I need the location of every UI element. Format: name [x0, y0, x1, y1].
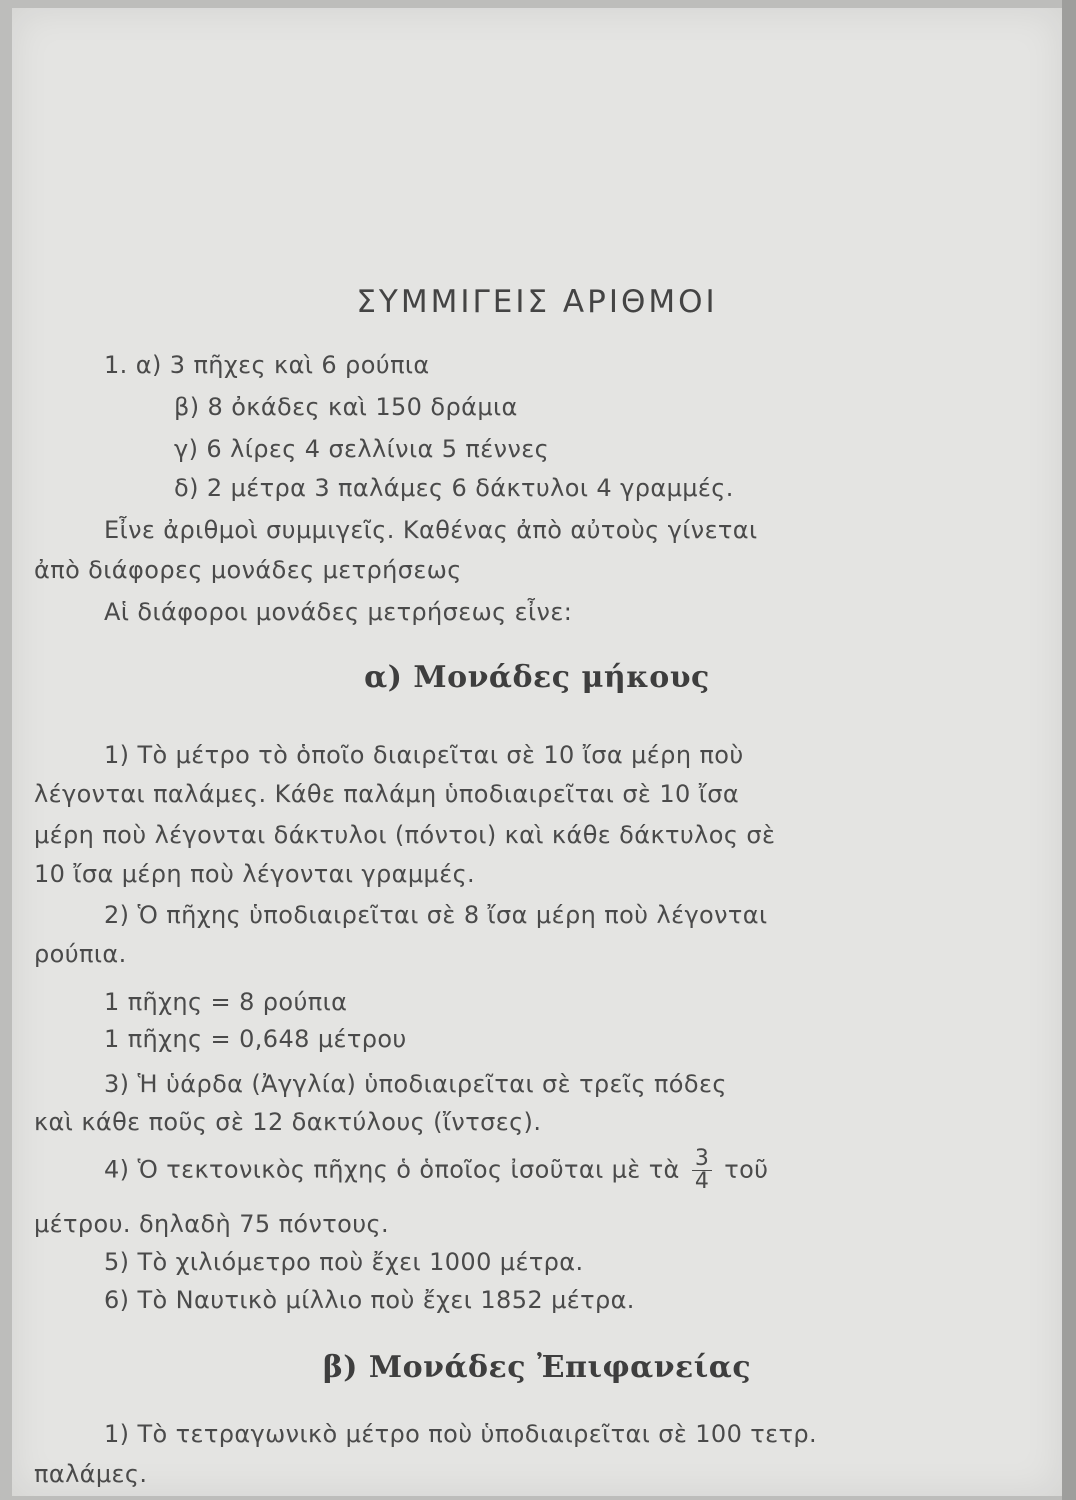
book-page [12, 8, 1062, 1496]
body-line-with-fraction [104, 1148, 768, 1193]
page-edge [1062, 0, 1076, 1500]
body-line: 2) Ὁ πῆχης ὑποδιαιρεῖται σὲ 8 ἴσα μέρη ποὺ λέγονται [104, 901, 768, 929]
body-line-text: 4) Ὁ τεκτονικὸς πῆχης ὁ ὁποῖος ἰσοῦται μὲ τὰ [104, 1155, 680, 1184]
body-line: μέτρου. δηλαδὴ 75 πόντους. [34, 1210, 390, 1238]
fraction-denominator: 4 [694, 1169, 710, 1194]
body-line: 1) Τὸ τετραγωνικὸ μέτρο ποὺ ὑποδιαιρεῖται σὲ 100 τετρ. [104, 1420, 818, 1448]
body-line: 1 πῆχης = 0,648 μέτρου [104, 1025, 407, 1053]
fraction-numerator: 3 [692, 1148, 712, 1171]
intro-line: ἀπὸ διάφορες μονάδες μετρήσεως [34, 556, 462, 584]
body-line: μέρη ποὺ λέγονται δάκτυλοι (πόντοι) καὶ κάθε δάκτυλος σὲ [34, 821, 776, 849]
body-line: 1) Τὸ μέτρο τὸ ὁποῖο διαιρεῖται σὲ 10 ἴσα μέρη ποὺ [104, 741, 744, 769]
body-line: λέγονται παλάμες. Κάθε παλάμη ὑποδιαιρεῖται σὲ 10 ἴσα [34, 780, 740, 808]
fraction-three-quarters [692, 1148, 712, 1193]
intro-line: β) 8 ὀκάδες καὶ 150 δράμια [174, 393, 518, 421]
section-heading-surface: β) Μονάδες Ἐπιφανείας [322, 1350, 752, 1385]
body-line: 1 πῆχης = 8 ρούπια [104, 988, 348, 1016]
body-line: 6) Τὸ Ναυτικὸ μίλλιο ποὺ ἔχει 1852 μέτρα. [104, 1286, 635, 1314]
body-line: ρούπια. [34, 940, 127, 968]
body-line: 5) Τὸ χιλιόμετρο ποὺ ἔχει 1000 μέτρα. [104, 1248, 584, 1276]
body-line: παλάμες. [34, 1460, 148, 1488]
page-title: ΣΥΜΜΙΓΕΙΣ ΑΡΙΘΜΟΙ [356, 284, 718, 320]
body-line: καὶ κάθε ποῦς σὲ 12 δακτύλους (ἴντσες). [34, 1108, 542, 1136]
body-line: 3) Ἡ ὑάρδα (Ἀγγλία) ὑποδιαιρεῖται σὲ τρεῖς πόδες [104, 1070, 727, 1098]
body-line: 10 ἴσα μέρη ποὺ λέγονται γραμμές. [34, 860, 476, 888]
intro-line: Αἱ διάφοροι μονάδες μετρήσεως εἶνε: [104, 598, 573, 626]
intro-line: δ) 2 μέτρα 3 παλάμες 6 δάκτυλοι 4 γραμμές. [174, 474, 734, 502]
intro-line: Εἶνε ἀριθμοὶ συμμιγεῖς. Καθένας ἀπὸ αὐτοὺς γίνεται [104, 516, 758, 544]
intro-line: 1. α) 3 πῆχες καὶ 6 ρούπια [104, 351, 430, 379]
body-line-text: τοῦ [724, 1155, 769, 1184]
section-heading-length: α) Μονάδες μήκους [364, 660, 710, 695]
intro-line: γ) 6 λίρες 4 σελλίνια 5 πέννες [174, 435, 550, 463]
